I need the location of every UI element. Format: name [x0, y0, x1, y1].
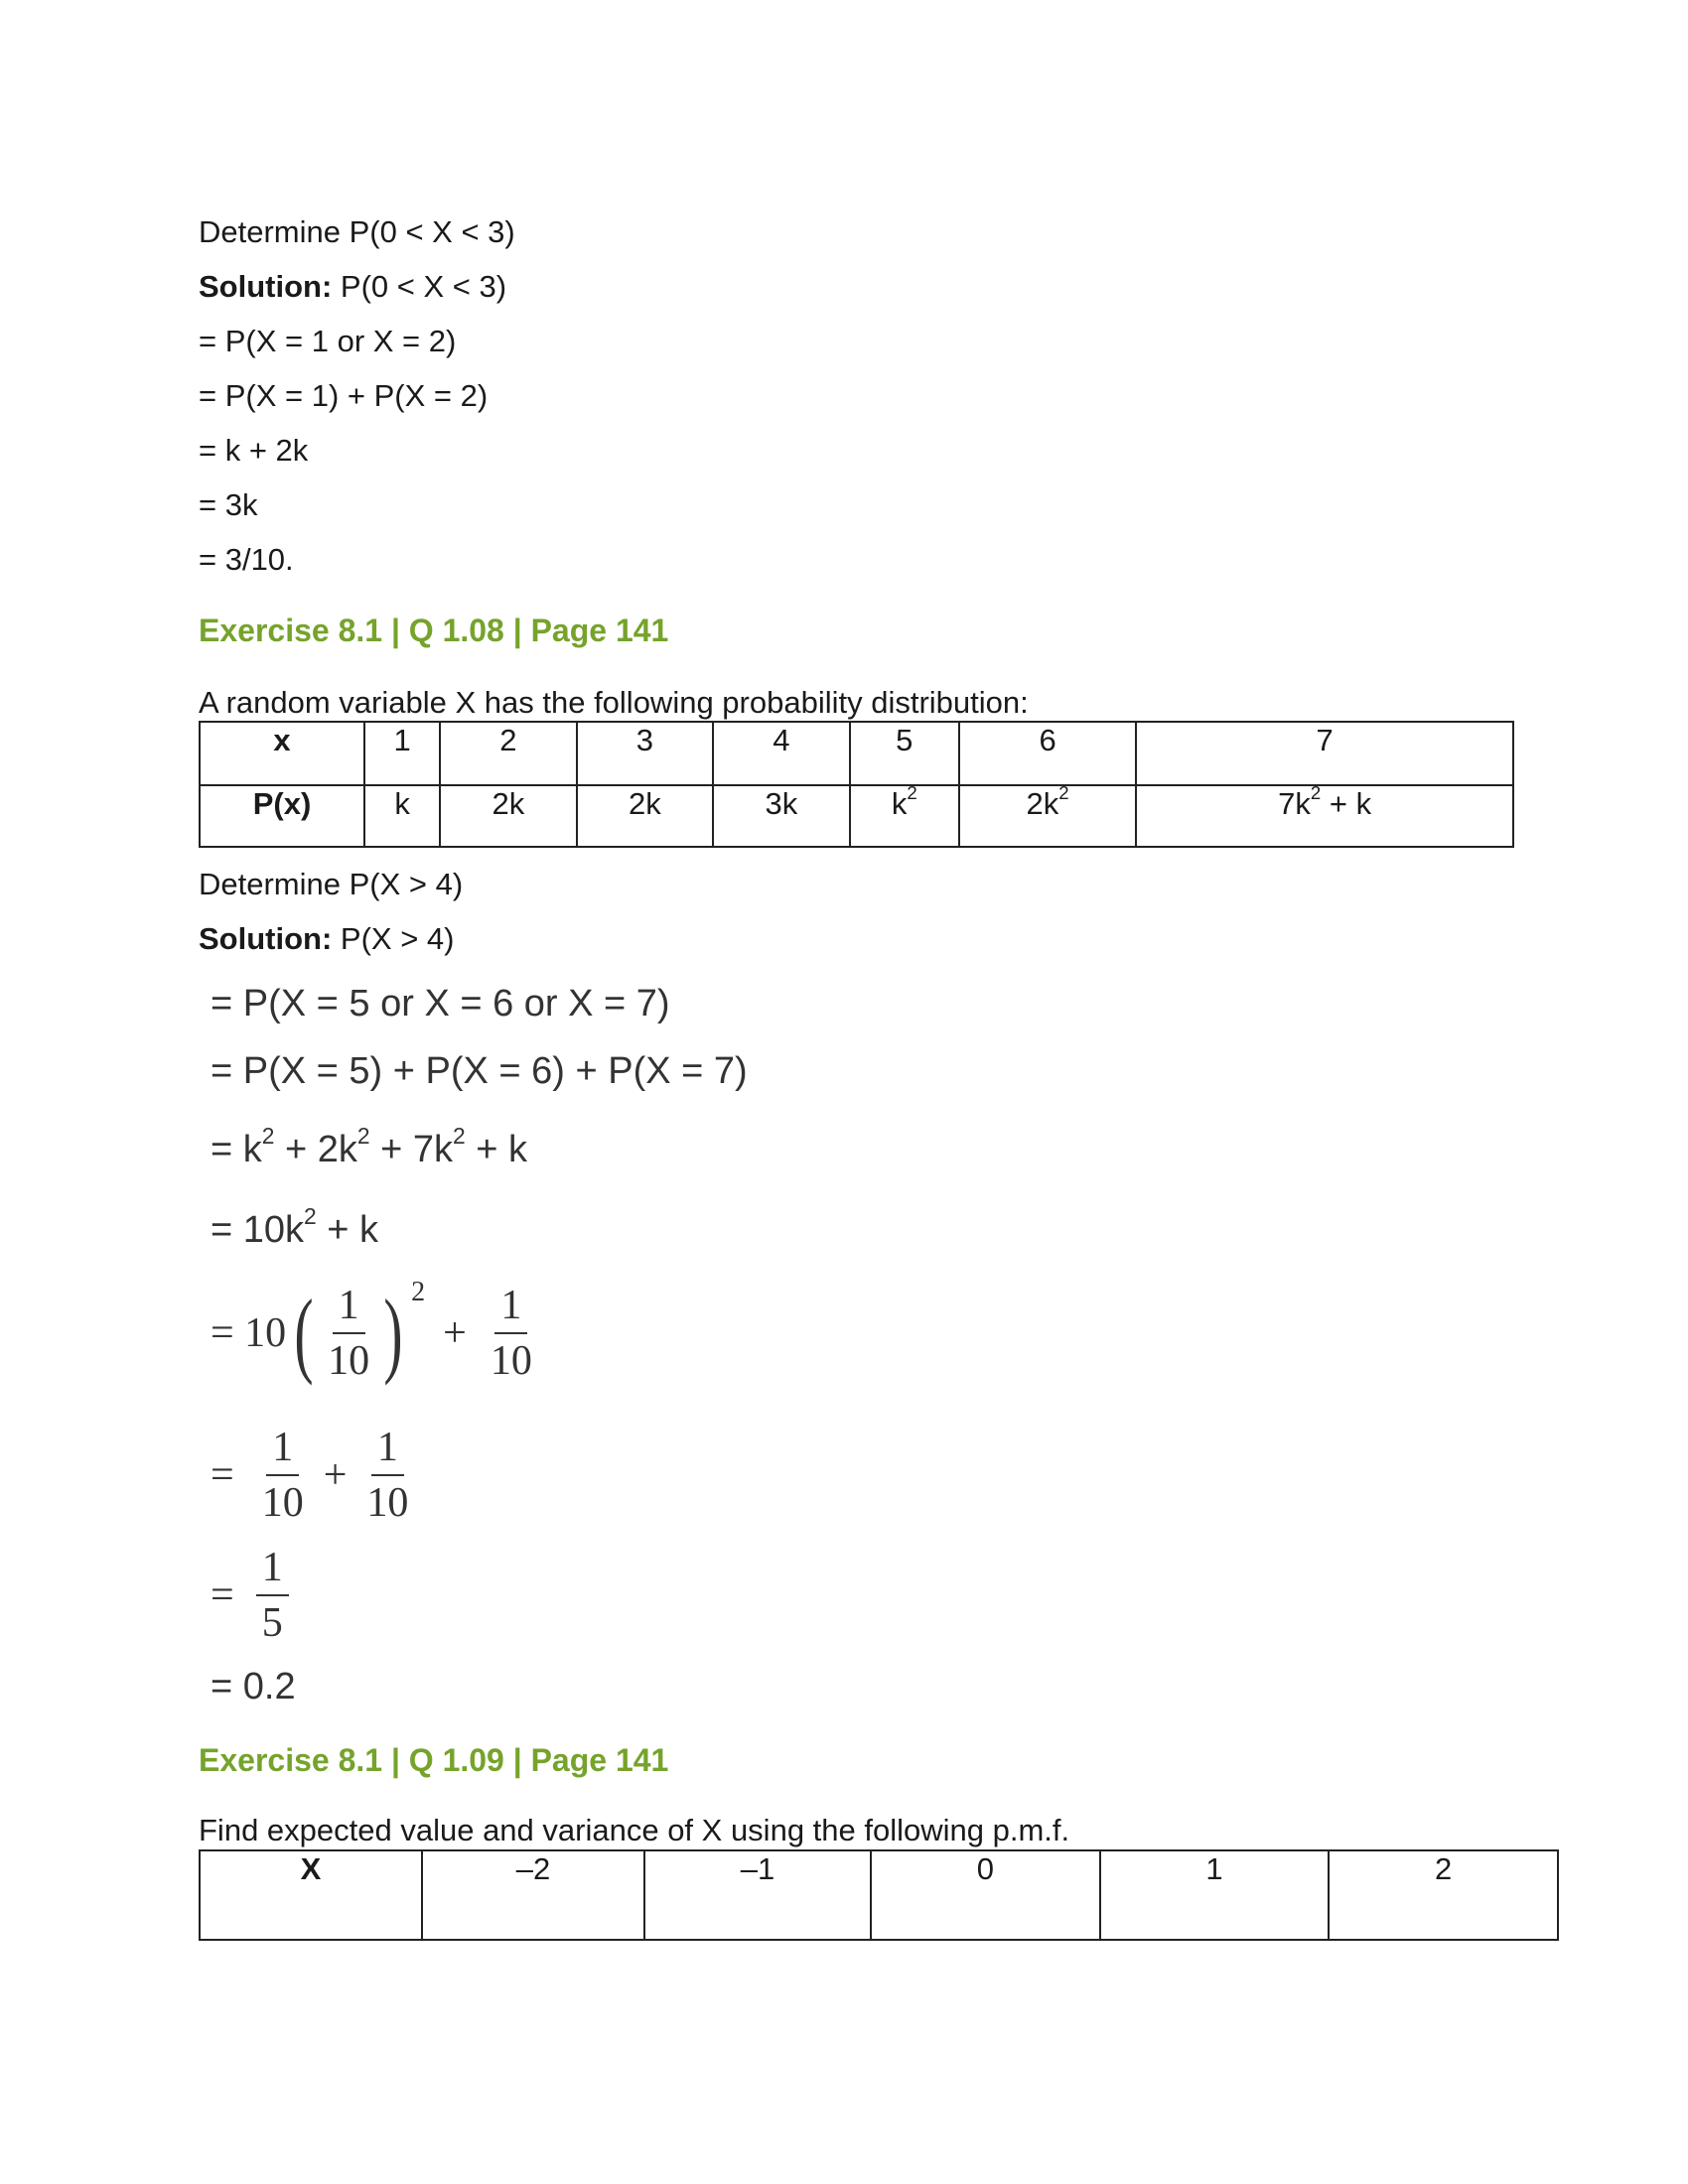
table-cell: 4 — [713, 722, 850, 785]
equals-sign: = — [211, 1452, 234, 1498]
table-row — [200, 785, 1513, 847]
numerator: 1 — [256, 1545, 289, 1596]
denominator: 10 — [490, 1338, 532, 1384]
cell-base: k — [891, 786, 908, 821]
solution-label: Solution: — [199, 921, 333, 956]
step-line: = 3/10. — [199, 542, 294, 577]
fraction — [256, 1425, 310, 1526]
solution-label: Solution: — [199, 269, 333, 304]
table-cell: 5 — [850, 722, 959, 785]
cell-exponent: 2 — [907, 782, 917, 804]
denominator: 10 — [261, 1480, 304, 1526]
term: + k — [316, 1209, 379, 1251]
table-cell: 6 — [959, 722, 1136, 785]
step-line — [211, 1202, 379, 1252]
step-line: = P(X = 5 or X = 6 or X = 7) — [211, 983, 670, 1024]
numerator: 1 — [371, 1425, 404, 1476]
numerator: 1 — [494, 1283, 527, 1334]
table-cell — [850, 782, 959, 847]
step-line: = k + 2k — [199, 433, 309, 468]
cell-exponent: 2 — [1310, 782, 1322, 804]
probability-table — [199, 721, 1514, 848]
numerator: 1 — [333, 1283, 365, 1334]
denominator: 10 — [328, 1338, 370, 1384]
step-line: = P(X = 1 or X = 2) — [199, 324, 457, 358]
table-row — [200, 722, 1513, 785]
exercise-heading: Exercise 8.1 | Q 1.08 | Page 141 — [199, 613, 669, 648]
solution-line — [199, 267, 506, 307]
table-cell: P(x) — [200, 785, 364, 847]
step-line — [211, 1122, 528, 1171]
term: + k — [465, 1129, 528, 1170]
term: + 2k — [274, 1129, 357, 1170]
table-cell: –2 — [422, 1850, 644, 1940]
right-paren: ) — [383, 1280, 403, 1386]
table-cell: 1 — [364, 722, 440, 785]
table-cell: 2 — [440, 722, 577, 785]
denominator: 10 — [366, 1480, 409, 1526]
table-cell: –1 — [644, 1850, 871, 1940]
table-cell: X — [200, 1850, 422, 1940]
plus-sign: + — [323, 1452, 348, 1498]
table-cell: 2 — [1329, 1850, 1558, 1940]
solution-text: P(0 < X < 3) — [332, 269, 507, 304]
question-intro: Find expected value and variance of X using the following p.m.f. — [199, 1813, 1070, 1847]
step-line: = 0.2 — [211, 1666, 296, 1707]
step-line: = P(X = 1) + P(X = 2) — [199, 378, 489, 413]
step-line: = P(X = 5) + P(X = 6) + P(X = 7) — [211, 1050, 748, 1092]
question-text: Determine P(0 < X < 3) — [199, 214, 515, 249]
table-cell: 1 — [1100, 1850, 1330, 1940]
question-text: Determine P(X > 4) — [199, 867, 464, 901]
plus-sign: + — [443, 1310, 467, 1356]
table-cell: 0 — [871, 1850, 1100, 1940]
cell-base: 2k — [1026, 786, 1059, 821]
step-line — [211, 1425, 414, 1526]
term: = 10k — [211, 1209, 305, 1251]
exponent: 2 — [411, 1277, 426, 1307]
exponent: 2 — [356, 1122, 370, 1149]
table-cell: k — [364, 785, 440, 847]
table-cell: 3k — [713, 785, 850, 847]
exercise-heading: Exercise 8.1 | Q 1.09 | Page 141 — [199, 1742, 669, 1778]
exponent: 2 — [453, 1122, 466, 1149]
denominator: 5 — [261, 1600, 283, 1646]
table-cell: 7 — [1136, 722, 1513, 785]
cell-suffix: + k — [1321, 786, 1372, 821]
table-row — [200, 1850, 1558, 1940]
step-line — [211, 1277, 538, 1386]
term: = 10 — [211, 1310, 287, 1356]
question-intro: A random variable X has the following probability distribution: — [199, 685, 1029, 720]
table-cell — [959, 782, 1136, 847]
cell-exponent: 2 — [1058, 782, 1069, 804]
table-cell: x — [200, 722, 364, 785]
fraction — [360, 1425, 414, 1526]
term: = k — [211, 1129, 262, 1170]
left-paren: ( — [294, 1280, 314, 1386]
table-cell: 3 — [577, 722, 714, 785]
fraction — [485, 1283, 538, 1384]
cell-base: 7k — [1278, 786, 1311, 821]
table-cell — [1136, 782, 1513, 847]
numerator: 1 — [266, 1425, 299, 1476]
exponent: 2 — [304, 1202, 317, 1229]
pmf-table — [199, 1849, 1559, 1941]
step-line: = 3k — [199, 487, 258, 522]
table-cell: 2k — [440, 785, 577, 847]
fraction — [322, 1283, 375, 1384]
table-cell: 2k — [577, 785, 714, 847]
exponent: 2 — [261, 1122, 275, 1149]
step-line — [211, 1545, 289, 1646]
fraction — [256, 1545, 289, 1646]
solution-line — [199, 919, 454, 959]
equals-sign: = — [211, 1572, 234, 1618]
solution-text: P(X > 4) — [332, 921, 455, 956]
term: + 7k — [369, 1129, 454, 1170]
